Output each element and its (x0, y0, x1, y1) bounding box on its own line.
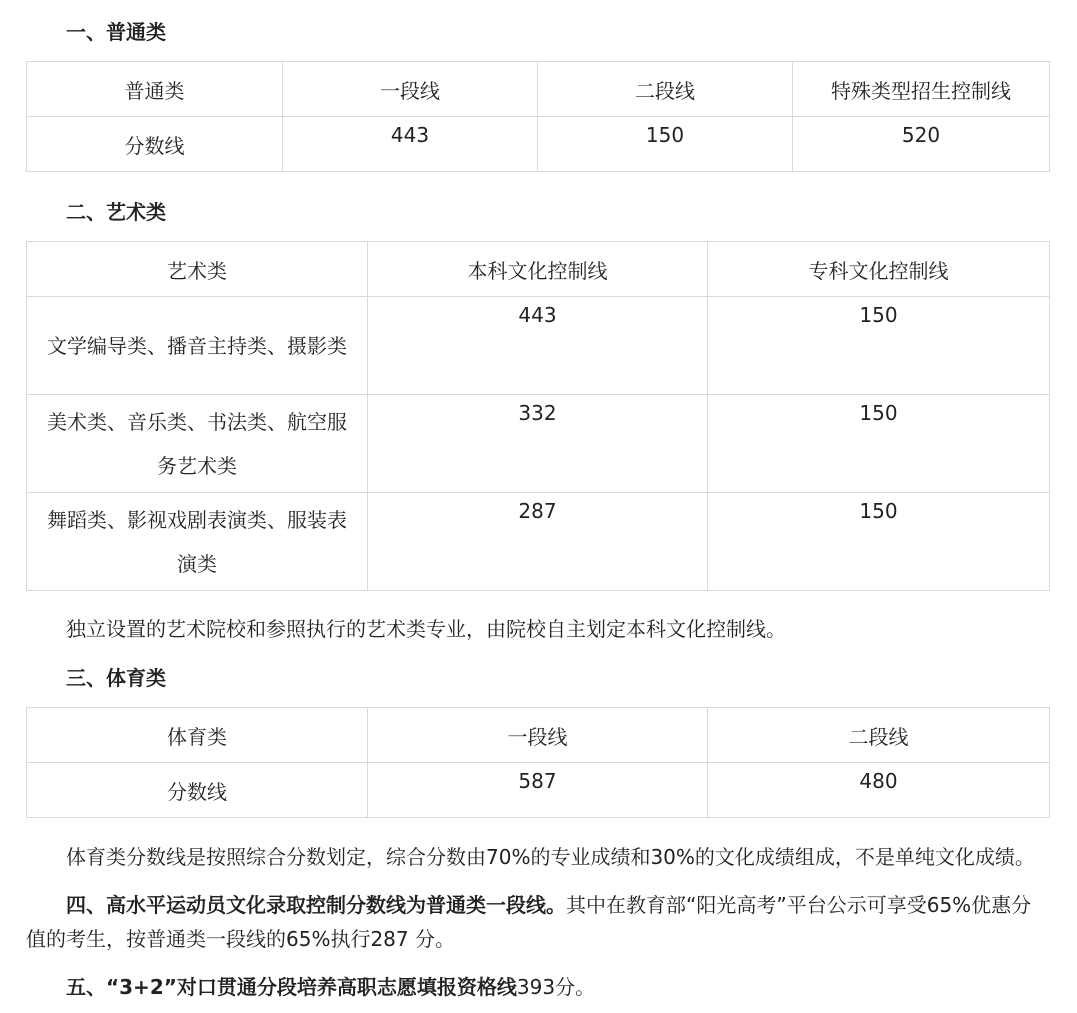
header-cell: 普通类 (27, 62, 283, 117)
athlete-heading: 四、高水平运动员文化录取控制分数线为普通类一段线。 (66, 893, 566, 917)
score-cell: 520 (793, 117, 1050, 172)
table-row (27, 395, 1050, 493)
sports-score-table (26, 707, 1050, 818)
table-header-row (27, 242, 1050, 297)
row-label: 分数线 (27, 117, 283, 172)
score-cell: 150 (708, 297, 1050, 395)
header-cell: 二段线 (538, 62, 793, 117)
header-cell: 二段线 (708, 708, 1050, 763)
vocational-heading: 五、“3+2”对口贯通分段培养高职志愿填报资格线 (66, 975, 517, 999)
section-heading-art: 二、艺术类 (66, 200, 166, 224)
score-cell: 150 (708, 493, 1050, 591)
category-cell: 美术类、音乐类、书法类、航空服务艺术类 (27, 395, 368, 493)
table-row (27, 117, 1050, 172)
score-cell: 332 (368, 395, 708, 493)
general-score-table (26, 61, 1050, 172)
score-cell: 287 (368, 493, 708, 591)
category-cell: 舞蹈类、影视戏剧表演类、服装表演类 (27, 493, 368, 591)
header-cell: 一段线 (283, 62, 538, 117)
athlete-text: 其中在教育部“阳光高考”平台公示可享受65%优惠分值的考生，按普通类一段线的65%执行287 分。 (26, 893, 1032, 951)
table-header-row (27, 62, 1050, 117)
vocational-text: 393分。 (516, 975, 596, 999)
category-cell: 文学编导类、播音主持类、摄影类 (27, 297, 368, 395)
art-note: 独立设置的艺术院校和参照执行的艺术类专业，由院校自主划定本科文化控制线。 (66, 617, 786, 641)
score-cell: 587 (368, 763, 708, 818)
score-cell: 150 (708, 395, 1050, 493)
vocational-paragraph (26, 970, 1049, 1004)
section-heading-sports: 三、体育类 (66, 666, 166, 690)
score-cell: 480 (708, 763, 1050, 818)
art-score-table (26, 241, 1050, 591)
table-row (27, 297, 1050, 395)
score-cell: 443 (283, 117, 538, 172)
header-cell: 一段线 (368, 708, 708, 763)
section-heading-general: 一、普通类 (66, 20, 166, 44)
score-cell: 150 (538, 117, 793, 172)
table-row (27, 493, 1050, 591)
header-cell: 本科文化控制线 (368, 242, 708, 297)
header-cell: 艺术类 (27, 242, 368, 297)
table-header-row (27, 708, 1050, 763)
row-label: 分数线 (27, 763, 368, 818)
header-cell: 专科文化控制线 (708, 242, 1050, 297)
sports-note: 体育类分数线是按照综合分数划定，综合分数由70%的专业成绩和30%的文化成绩组成，不是单纯文化成绩。 (66, 845, 1035, 869)
header-cell: 特殊类型招生控制线 (793, 62, 1050, 117)
table-row (27, 763, 1050, 818)
header-cell: 体育类 (27, 708, 368, 763)
score-cell: 443 (368, 297, 708, 395)
athlete-paragraph (26, 888, 1049, 956)
